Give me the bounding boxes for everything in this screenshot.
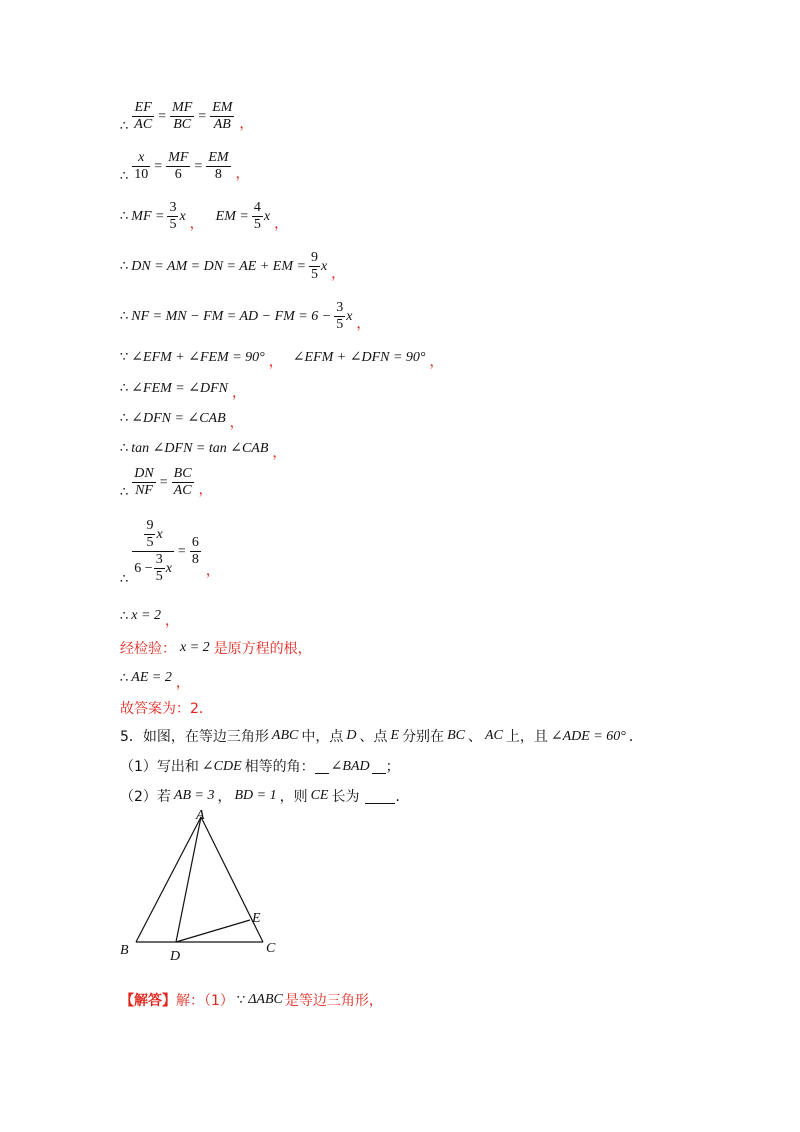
fraction-denominator: 5 [169, 217, 177, 232]
because-symbol: ∵ [236, 992, 246, 1008]
therefore-symbol: ∴ [120, 440, 129, 456]
red-comma: ， [164, 613, 179, 629]
question-text: （1）写出和 [120, 759, 199, 775]
question-text: 长为 [331, 789, 360, 805]
verification-line [120, 638, 312, 658]
problem-statement [120, 726, 643, 746]
segment-label: CE [310, 788, 329, 803]
equation-line-7 [120, 378, 246, 401]
fraction-numerator: x [132, 150, 150, 167]
final-answer: 故答案为：2． [120, 701, 213, 717]
fraction-numerator: 6 [191, 535, 199, 550]
fraction-denominator: 5 [336, 317, 344, 332]
expression: DN = AM = DN = AE + EM = [131, 258, 306, 274]
equation-line-9 [120, 438, 287, 461]
filled-answer: ∠BAD [330, 758, 370, 774]
point-E-label: E [252, 911, 261, 926]
red-comma: ， [235, 165, 250, 182]
answer-line [120, 698, 213, 718]
red-comma: ， [274, 215, 289, 232]
fraction-numerator: 9 [310, 250, 318, 265]
red-comma: ， [231, 385, 246, 401]
question-text: ，则 [279, 789, 308, 805]
fraction-denominator: 8 [214, 167, 222, 182]
question-text: ． [395, 789, 410, 805]
fraction-numerator: 3 [155, 552, 163, 567]
therefore-symbol: ∴ [120, 608, 129, 624]
fraction-numerator: BC [173, 466, 192, 481]
expression: 6 − [134, 560, 153, 576]
equation-line-2: ∴ $\frac{x}{10}$ = $\frac{MF}{6}$ = $\frac{EM}{8}$ ， [120, 150, 250, 184]
question-text: 相等的角： [244, 759, 315, 775]
variable: x [320, 258, 328, 274]
therefore-symbol: ∴ [120, 309, 129, 324]
fraction-denominator: 8 [191, 552, 199, 567]
solution-text: 是等边三角形， [284, 993, 383, 1009]
therefore-symbol: ∴ [120, 670, 129, 686]
red-comma: ， [229, 415, 244, 431]
problem-text: 、点 [359, 729, 388, 745]
variable: x [263, 208, 271, 224]
equation-line-11: ∴ $\frac{9}{5}$ x 6 − $\frac{3}{5}$ x = $\frac{6}{8}$ ， [120, 518, 220, 587]
equation-line-5 [120, 300, 370, 333]
fraction-numerator: EF [132, 100, 154, 117]
fraction-denominator: BC [173, 117, 192, 132]
therefore-symbol: ∴ [120, 410, 129, 426]
variable: x [156, 526, 163, 542]
given-value: AB = 3 [173, 788, 215, 803]
expression: ∠FEM = ∠DFN [131, 380, 228, 396]
equation-line-14 [120, 668, 190, 691]
problem-text: ． [628, 729, 643, 745]
triangle-name: ΔABC [248, 992, 283, 1007]
equation-line-12 [120, 606, 179, 629]
question-text: ， [217, 789, 232, 805]
fraction-denominator: 5 [310, 267, 318, 282]
equation-line-10: ∴ $\frac{DN}{NF}$ = $\frac{BC}{AC}$ ， [120, 466, 213, 500]
compound-fraction [132, 518, 174, 585]
question-1 [120, 756, 400, 776]
expression: ∠DFN = ∠CAB [131, 410, 226, 426]
problem-text: 中，点 [301, 729, 344, 745]
variable: x [346, 308, 353, 324]
problem-text: 如图，在等边三角形 [142, 729, 269, 745]
solution-line [120, 990, 383, 1010]
equation-line-1: ∴ $\frac{EF}{AC}$ = $\frac{MF}{BC}$ = $\frac{EM}{AB}$ ， [120, 100, 254, 134]
expression: x = 2 [131, 608, 161, 623]
answer-blank [372, 759, 386, 774]
because-symbol: ∵ [120, 349, 129, 365]
angle-label: ∠CDE [201, 758, 242, 774]
fraction-numerator: EM [208, 150, 229, 165]
problem-text: 分别在 [402, 729, 445, 745]
fraction-numerator: 4 [253, 200, 261, 215]
fraction-denominator: AC [173, 483, 192, 498]
fraction-denominator: 5 [155, 569, 163, 584]
fraction-numerator: MF [168, 150, 189, 165]
expression: tan ∠DFN = tan ∠CAB [131, 440, 269, 456]
verification-suffix: 是原方程的根， [213, 641, 312, 657]
segment-label: BC [447, 728, 465, 743]
fraction-denominator: AC [134, 117, 153, 132]
point-label: D [346, 728, 357, 743]
variable: x [165, 560, 172, 576]
red-comma: ， [356, 315, 371, 332]
expression: NF = MN − FM = AD − FM = 6 − [131, 308, 332, 324]
fraction-numerator: DN [134, 466, 154, 481]
therefore-symbol: ∴ [120, 485, 129, 500]
red-comma: ， [175, 675, 190, 691]
verification-prefix: 经检验： [120, 641, 176, 657]
red-comma: ， [268, 354, 283, 370]
question-text: （2）若 [120, 789, 171, 805]
red-comma: ， [189, 215, 204, 232]
answer-blank [365, 789, 395, 804]
red-comma: ， [198, 481, 213, 498]
point-C-label: C [266, 941, 276, 956]
expression: ∠EFM + ∠DFN = 90° [292, 349, 426, 365]
problem-text: 上，且 [505, 729, 548, 745]
triangle-name: ABC [271, 728, 299, 743]
therefore-symbol: ∴ [120, 169, 129, 184]
expression: x = 2 [180, 640, 210, 655]
equation-line-3 [120, 200, 288, 233]
segment-AD [176, 817, 201, 942]
fraction-numerator: MF [172, 100, 193, 115]
given-value: BD = 1 [234, 788, 277, 803]
expression: AE = 2 [131, 670, 172, 685]
point-label: E [390, 728, 400, 743]
point-B-label: B [120, 943, 129, 958]
segment-label: AC [484, 728, 503, 743]
red-comma: ， [429, 354, 444, 370]
question-text: ； [385, 759, 400, 775]
side-AB [136, 817, 201, 942]
question-2 [120, 786, 409, 806]
expression: MF = [131, 208, 165, 224]
solution-tag: 【解答】 [120, 993, 176, 1009]
fraction-denominator: AB [213, 117, 231, 132]
therefore-symbol: ∴ [120, 209, 129, 224]
equation-line-4 [120, 250, 345, 283]
therefore-symbol: ∴ [120, 259, 129, 274]
fraction-numerator: 9 [146, 518, 154, 533]
fraction-numerator: 3 [336, 300, 344, 315]
variable: x [179, 208, 186, 224]
answer-blank [315, 759, 329, 774]
point-A-label: A [196, 808, 205, 823]
segment-DE [176, 920, 250, 942]
fraction-denominator: NF [135, 483, 153, 498]
problem-number: 5． [120, 729, 143, 745]
point-D-label: D [170, 949, 181, 964]
expression: EM = [215, 208, 249, 224]
equation-line-6 [120, 347, 444, 370]
therefore-symbol: ∴ [120, 119, 129, 134]
fraction-denominator: 5 [253, 217, 261, 232]
angle-condition: ∠ADE = 60° [550, 728, 626, 744]
red-comma: ， [272, 445, 287, 461]
therefore-symbol: ∴ [120, 572, 129, 587]
fraction-denominator: 10 [134, 167, 149, 182]
therefore-symbol: ∴ [120, 380, 129, 396]
fraction-denominator: 5 [146, 535, 154, 550]
triangle-figure [110, 805, 290, 965]
equation-line-8 [120, 408, 244, 431]
red-comma: ， [205, 562, 220, 579]
solution-text: 解：（1） [176, 993, 234, 1009]
problem-text: 、 [467, 729, 482, 745]
red-comma: ， [331, 265, 346, 282]
expression: ∠EFM + ∠FEM = 90° [131, 349, 265, 365]
fraction-denominator: 6 [174, 167, 182, 182]
fraction-numerator: 3 [169, 200, 177, 215]
red-comma: ， [239, 115, 254, 132]
fraction-numerator: EM [212, 100, 233, 115]
